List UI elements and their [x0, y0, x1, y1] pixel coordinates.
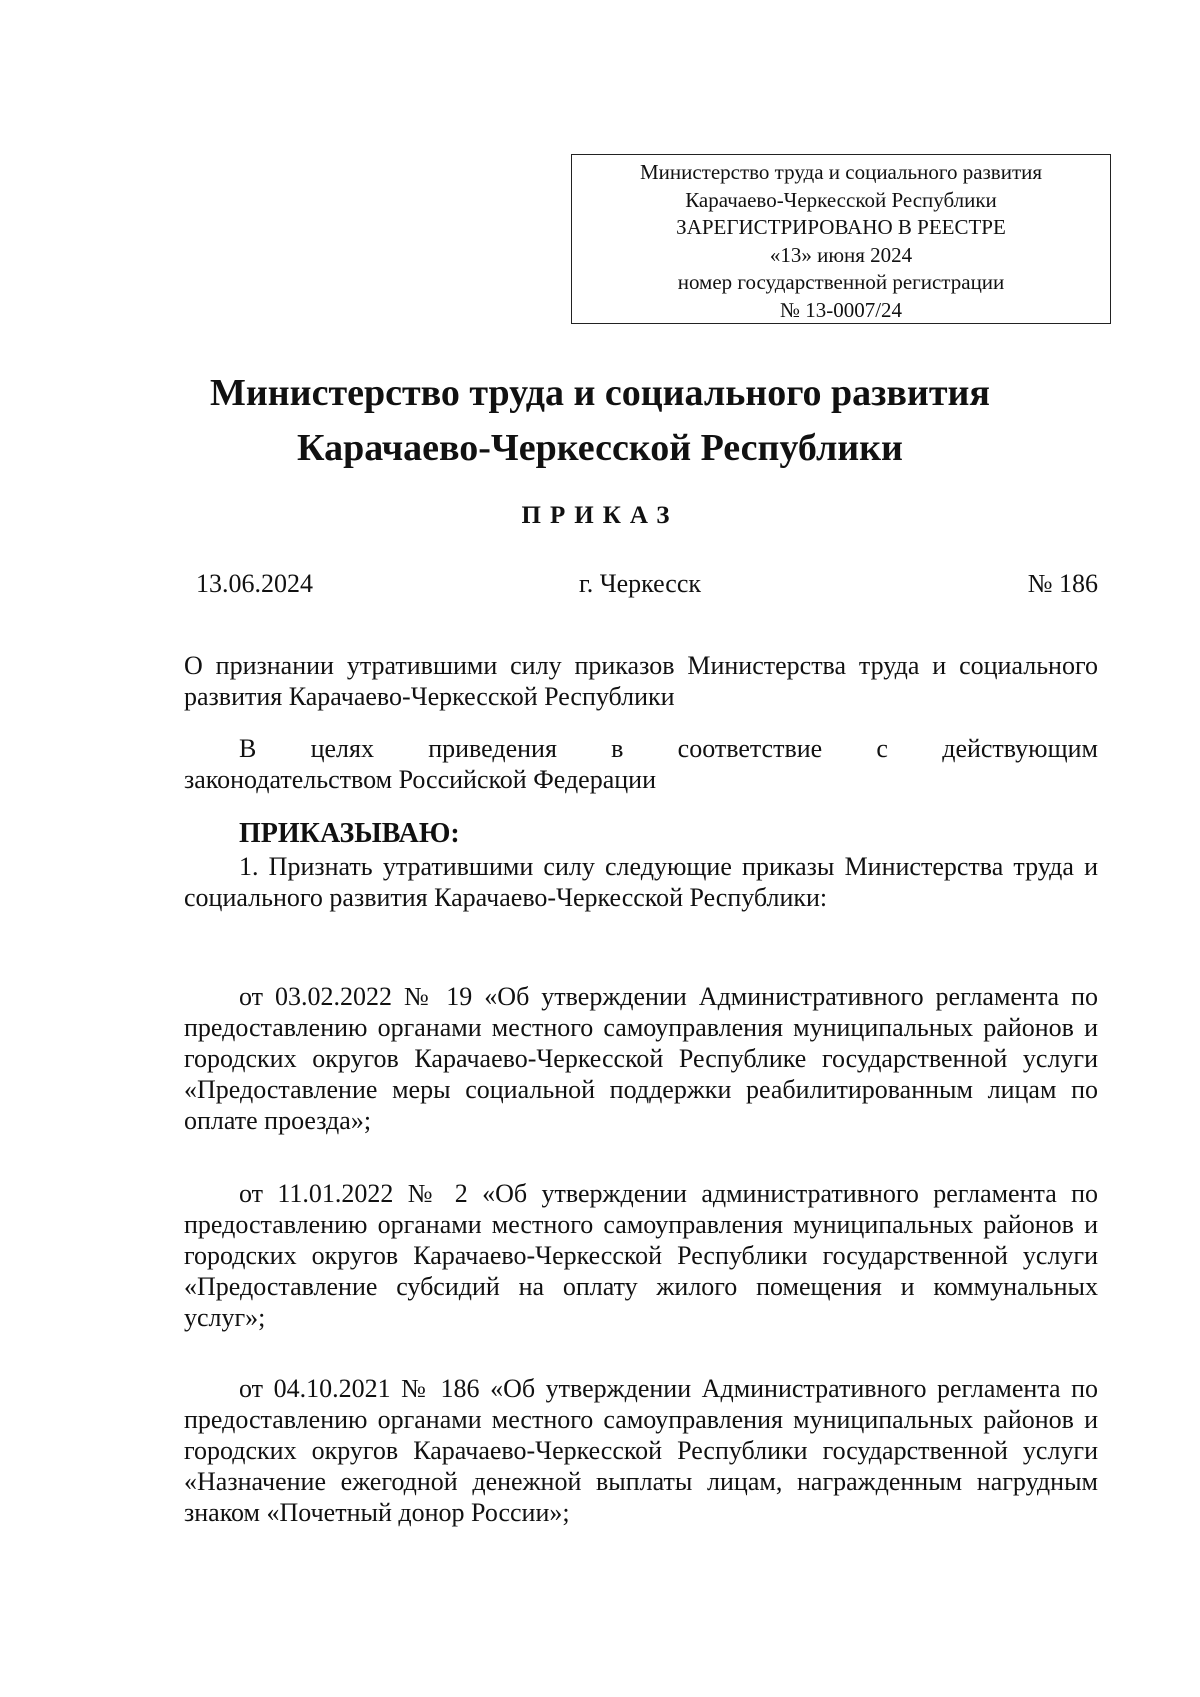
ministry-title-line1: Министерство труда и социального развития	[210, 372, 990, 414]
preamble	[184, 733, 1098, 795]
stamp-registered-line: ЗАРЕГИСТРИРОВАНО В РЕЕСТРЕ	[676, 215, 1006, 239]
document-type: ПРИКАЗ	[521, 502, 679, 529]
stamp-caption-line: номер государственной регистрации	[677, 270, 1005, 294]
order-date: 13.06.2024	[196, 569, 313, 598]
order-number: № 186	[1027, 569, 1098, 598]
stamp-ministry-line: Министерство труда и социального развития	[639, 160, 1043, 184]
revoked-order-3: от 04.10.2021 № 186 «Об утверждении Административного регламента по предоставлению органами местного самоуправления муниципальных районов и городских округов Карачаево-Черкесской Республики государственной услуги «Назначение ежегодной денежной выплаты лицам, награжденным нагрудным знаком «Почетный донор России»;	[184, 1374, 1098, 1527]
ministry-title-line2: Карачаево-Черкесской Республики	[297, 427, 903, 469]
preamble-line1: В целях приведения в соответствие с действующим	[239, 734, 1098, 763]
revoked-order-2: от 11.01.2022 № 2 «Об утверждении административного регламента по предоставлению органами местного самоуправления муниципальных районов и городских округов Карачаево-Черкесской Республики государственной услуги «Предоставление субсидий на оплату жилого помещения и коммунальных услуг»;	[184, 1179, 1098, 1332]
order-subject: О признании утратившими силу приказов Министерства труда и социального развития Карачаево-Черкесской Республики	[184, 651, 1098, 711]
stamp-number-line: № 13-0007/24	[779, 297, 903, 322]
preamble-line2: законодательством Российской Федерации	[184, 765, 656, 794]
command-heading: ПРИКАЗЫВАЮ:	[239, 818, 460, 849]
stamp-date-line: «13» июня 2024	[769, 242, 913, 267]
registration-stamp	[571, 154, 1111, 324]
revoked-order-1: от 03.02.2022 № 19 «Об утверждении Административного регламента по предоставлению органами местного самоуправления муниципальных районов и городских округов Карачаево-Черкесской Республике государственной услуги «Предоставление меры социальной поддержки реабилитированным лицам по оплате проезда»;	[184, 982, 1098, 1135]
order-city: г. Черкесск	[578, 569, 702, 598]
stamp-region-line: Карачаево-Черкесской Республики	[685, 187, 997, 212]
clause-1: 1. Признать утратившими силу следующие приказы Министерства труда и социального развития Карачаево-Черкесской Республики:	[184, 852, 1098, 912]
